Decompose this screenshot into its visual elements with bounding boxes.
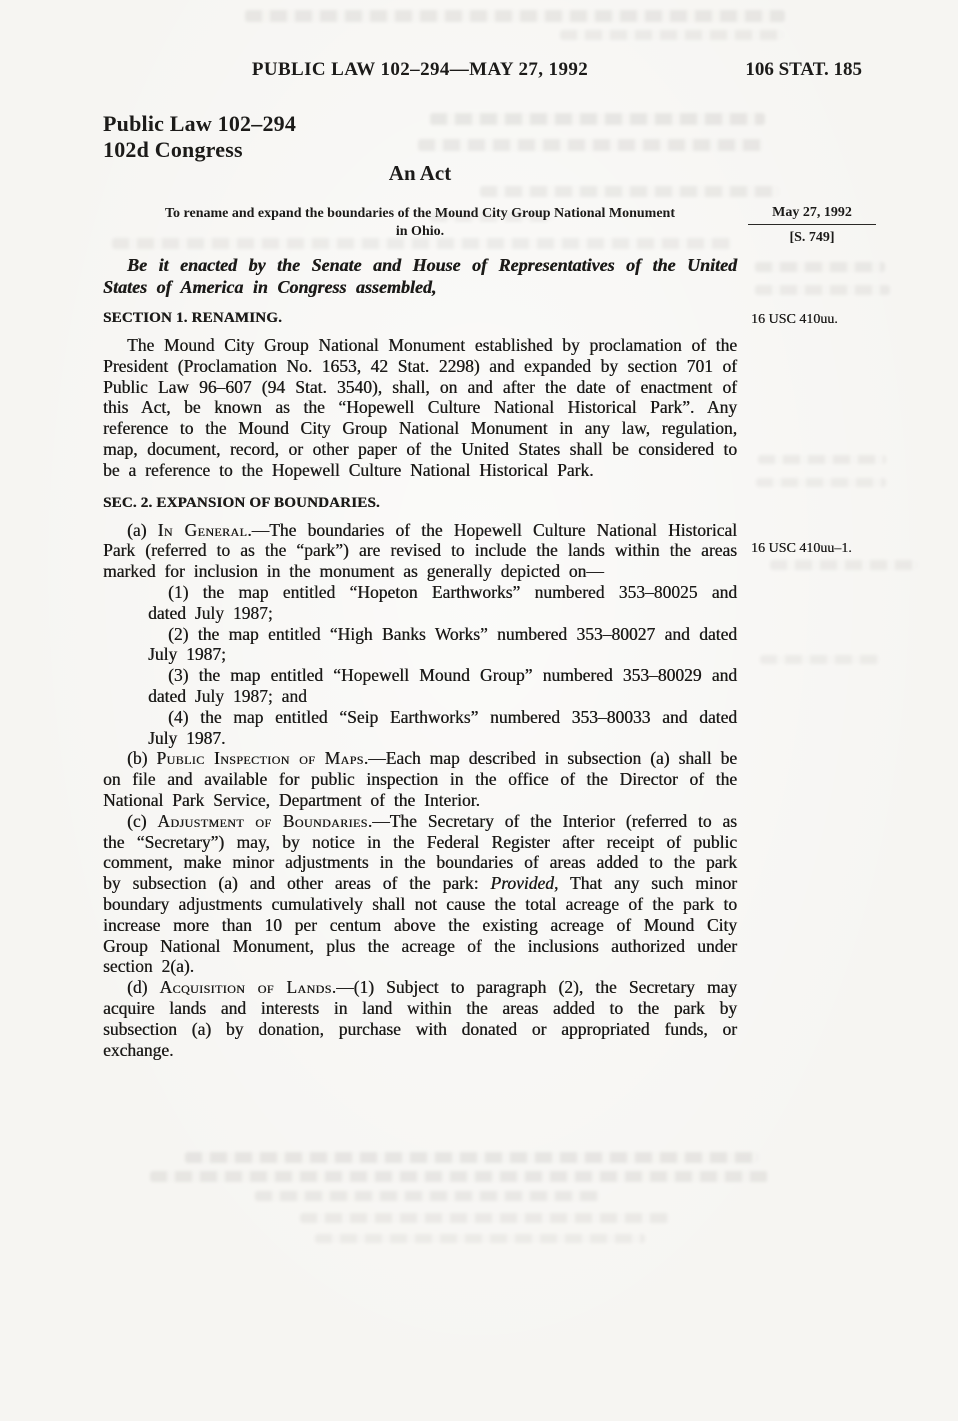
public-law-number: Public Law 102–294	[103, 111, 297, 136]
act-purpose	[103, 205, 737, 241]
subsection-c-text-2: That any such minor boundary adjustments cumulatively shall not cause the total acreage of the park to increase more than 10 per centum above the existing acreage of Mound City Group National Monument, plus the acreage of the inclusions authorized under section 2(a).	[103, 873, 737, 977]
congress-number: 102d Congress	[103, 137, 243, 162]
section1-text: The Mound City Group National Monument established by proclamation of the President (Proclamation No. 1653, 42 Stat. 2298) and expanded by section 701 of Public Law 96–607 (94 Stat. 3540), shall, on and after the date of enactment of this Act, be known as the “Hopewell Culture National Historical Park”. Any reference to the Mound City Group National Monument in any law, regulation, map, document, record, or other paper of the United States shall be considered to be a reference to the Hopewell Culture National Historical Park.	[103, 335, 737, 480]
bill-number: [S. 749]	[789, 230, 835, 245]
subsection-c-proviso: Provided,	[490, 873, 559, 894]
subsection-a-label: (a)	[127, 519, 158, 540]
subsection-c-head: Adjustment of Boundaries	[157, 810, 368, 831]
bleed-through-line	[755, 262, 885, 272]
map-item-1: (1) the map entitled “Hopeton Earthworks” numbered 353–80025 and dated July 1987;	[148, 581, 737, 623]
subsection-a-head: In General	[157, 519, 248, 540]
subsection-b-label: (b)	[127, 748, 157, 769]
subsection-d-text: (1) Subject to paragraph (2), the Secretary may acquire lands and interests in land within the areas added to the park by subsection (a) by donation, purchase with donated or appropriated funds, or exchange.	[103, 977, 738, 1060]
bleed-through-line	[418, 139, 763, 151]
running-header-title: PUBLIC LAW 102–294—MAY 27, 1992	[251, 59, 589, 80]
section1-heading: SECTION 1. RENAMING.	[103, 310, 283, 326]
act-title: An Act	[388, 161, 452, 185]
act-purpose-line-1: To rename and expand the boundaries of the Mound City Group National Monument	[164, 206, 676, 221]
enactment-date-note	[748, 204, 876, 246]
law-heading	[103, 111, 296, 163]
stat-page-number: 106 STAT. 185	[745, 59, 862, 80]
enactment-date: May 27, 1992	[748, 204, 876, 225]
bleed-through-line	[185, 1152, 760, 1163]
map-item-3: (3) the map entitled “Hopewell Mound Group” numbered 353–80029 and dated July 1987; and	[148, 665, 737, 706]
subsection-a-dash: .—	[247, 519, 270, 540]
subsection-d-head: Acquisition of Lands	[159, 977, 332, 998]
bleed-through-line	[770, 560, 920, 570]
bleed-through-line	[245, 10, 785, 22]
subsection-c-text-1: The Secretary of the Interior (referred to as the “Secretary”) may, by notice in the Federal Register after receipt of public comment, make minor adjustments in the boundaries of areas added to the park by subsection (a) and other areas of the park:	[103, 810, 737, 894]
subsection-c	[103, 811, 737, 977]
act-purpose-line-2: in Ohio.	[395, 224, 445, 239]
subsection-b-text: Each map described in subsection (a) shall be on file and available for public inspection in the office of the Director of the National Park Service, Department of the Interior.	[103, 748, 738, 810]
map-item-4: (4) the map entitled “Seip Earthworks” numbered 353–80033 and dated July 1987.	[148, 706, 737, 748]
subsection-b-head: Public Inspection of Maps	[156, 748, 364, 769]
subsection-c-label: (c)	[127, 810, 158, 831]
bleed-through-line	[300, 1213, 670, 1223]
enacting-clause: Be it enacted by the Senate and House of Representatives of the United States of America in Congress assembled,	[103, 255, 737, 297]
bleed-through-line	[315, 1234, 645, 1243]
bleed-through-line	[480, 186, 780, 197]
bleed-through-line	[758, 455, 886, 464]
subsection-d-dash: .—	[331, 977, 354, 998]
subsection-b-dash: .—	[363, 748, 386, 769]
subsection-d	[103, 977, 737, 1060]
bleed-through-line	[255, 1191, 600, 1201]
body-column	[103, 255, 737, 1060]
subsection-c-dash: .—	[367, 810, 390, 831]
bleed-through-line	[430, 113, 765, 125]
map-item-2: (2) the map entitled “High Banks Works” numbered 353–80027 and dated July 1987;	[148, 623, 737, 665]
subsection-b	[103, 748, 737, 810]
bleed-through-line	[756, 478, 886, 487]
bleed-through-line	[150, 1171, 768, 1182]
section2-heading: SEC. 2. EXPANSION OF BOUNDARIES.	[103, 494, 380, 511]
bleed-through-line	[755, 285, 890, 295]
subsection-d-label: (d)	[127, 977, 160, 998]
subsection-a	[103, 520, 737, 582]
bleed-through-line	[560, 30, 785, 40]
bleed-through-line	[760, 655, 880, 664]
margin-note-usc-410uu: 16 USC 410uu.	[751, 312, 838, 327]
margin-note-usc-410uu-1: 16 USC 410uu–1.	[751, 541, 852, 556]
subsection-a-text: The boundaries of the Hopewell Culture National Historical Park (referred to as the “park”) are revised to include the lands within the areas marked for inclusion in the monument as generally depicted on—	[103, 519, 737, 582]
